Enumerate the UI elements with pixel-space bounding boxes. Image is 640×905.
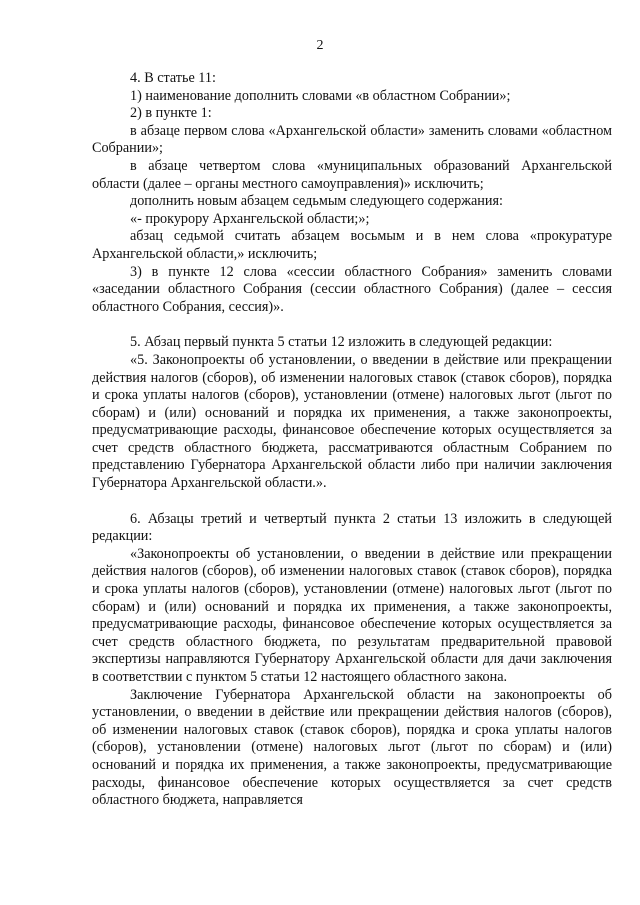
paragraph-section-6-heading: 6. Абзацы третий и четвертый пункта 2 статьи 13 изложить в следующей редакции:	[92, 510, 612, 545]
paragraph-item-1: 1) наименование дополнить словами «в областном Собрании»;	[130, 87, 511, 104]
paragraph-fourth-abzac: в абзаце четвертом слова «муниципальных образований Архангельской области (далее – органы местного самоуправления)» исключить;	[92, 157, 612, 192]
paragraph-governor-conclusion: Заключение Губернатора Архангельской области на законопроекты об установлении, о введении в действие или прекращении действия налогов (сборов), об изменении налоговых ставок (ставок сборов), порядка и срока уплаты налогов (сборов), установлении (отмене) налоговых льгот (льгот по сборам) и (или) оснований и порядка их применения, а также законопроекты, предусматривающие расходы, финансовое обеспечение которых осуществляется за счет средств областного бюджета, направляется	[92, 686, 612, 809]
paragraph-new-seventh-abzac: дополнить новым абзацем седьмым следующего содержания:	[130, 193, 503, 210]
paragraph-section-5-heading: 5. Абзац первый пункта 5 статьи 12 изложить в следующей редакции:	[130, 334, 553, 351]
paragraph-item-3: 3) в пункте 12 слова «сессии областного Собрания» заменить словами «заседании областного Собрания (сессии областного Собрания) (далее – сессия областного Собрания, сессия)».	[92, 263, 612, 315]
section-gap	[92, 493, 612, 511]
document-body	[92, 70, 612, 810]
section-gap	[92, 316, 612, 334]
paragraph-first-abzac: в абзаце первом слова «Архангельской области» заменить словами «областном Собрании»;	[92, 122, 612, 157]
paragraph-article-11-heading: 4. В статье 11:	[130, 70, 216, 86]
paragraph-item-2: 2) в пункте 1:	[130, 105, 212, 122]
paragraph-section-5-text: «5. Законопроекты об установлении, о введении в действие или прекращении действия налогов (сборов), об изменении налоговых ставок (ставок сборов), порядка и срока уплаты налогов (сборов), установлении (отмене) налоговых льгот (льгот по сборам) и (или) оснований и порядка их применения, а также законопроекты, предусматривающие расходы, финансовое обеспечение которых осуществляется за счет средств областного бюджета, рассматриваются областным Собранием по представлению Губернатора Архангельской области либо при наличии заключения Губернатора Архангельской области.».	[92, 351, 612, 492]
page-number: 2	[316, 38, 324, 53]
paragraph-section-6-text: «Законопроекты об установлении, о введении в действие или прекращении действия налогов (сборов), об изменении налоговых ставок (ставок сборов), порядка и срока уплаты налогов (сборов), установлении (отмене) налоговых льгот (льгот по сборам) и (или) оснований и порядка их применения, а также законопроекты, предусматривающие расходы, финансовое обеспечение которых осуществляется за счет средств областного бюджета, по результатам предварительной правовой экспертизы направляются Губернатору Архангельской области для дачи заключения в соответствии с пунктом 5 статьи 12 настоящего областного закона.	[92, 545, 612, 685]
paragraph-seventh-to-eighth: абзац седьмой считать абзацем восьмым и в нем слова «прокуратуре Архангельской области,» исключить;	[92, 228, 612, 262]
paragraph-prosecutor: «- прокурору Архангельской области;»;	[130, 210, 370, 227]
